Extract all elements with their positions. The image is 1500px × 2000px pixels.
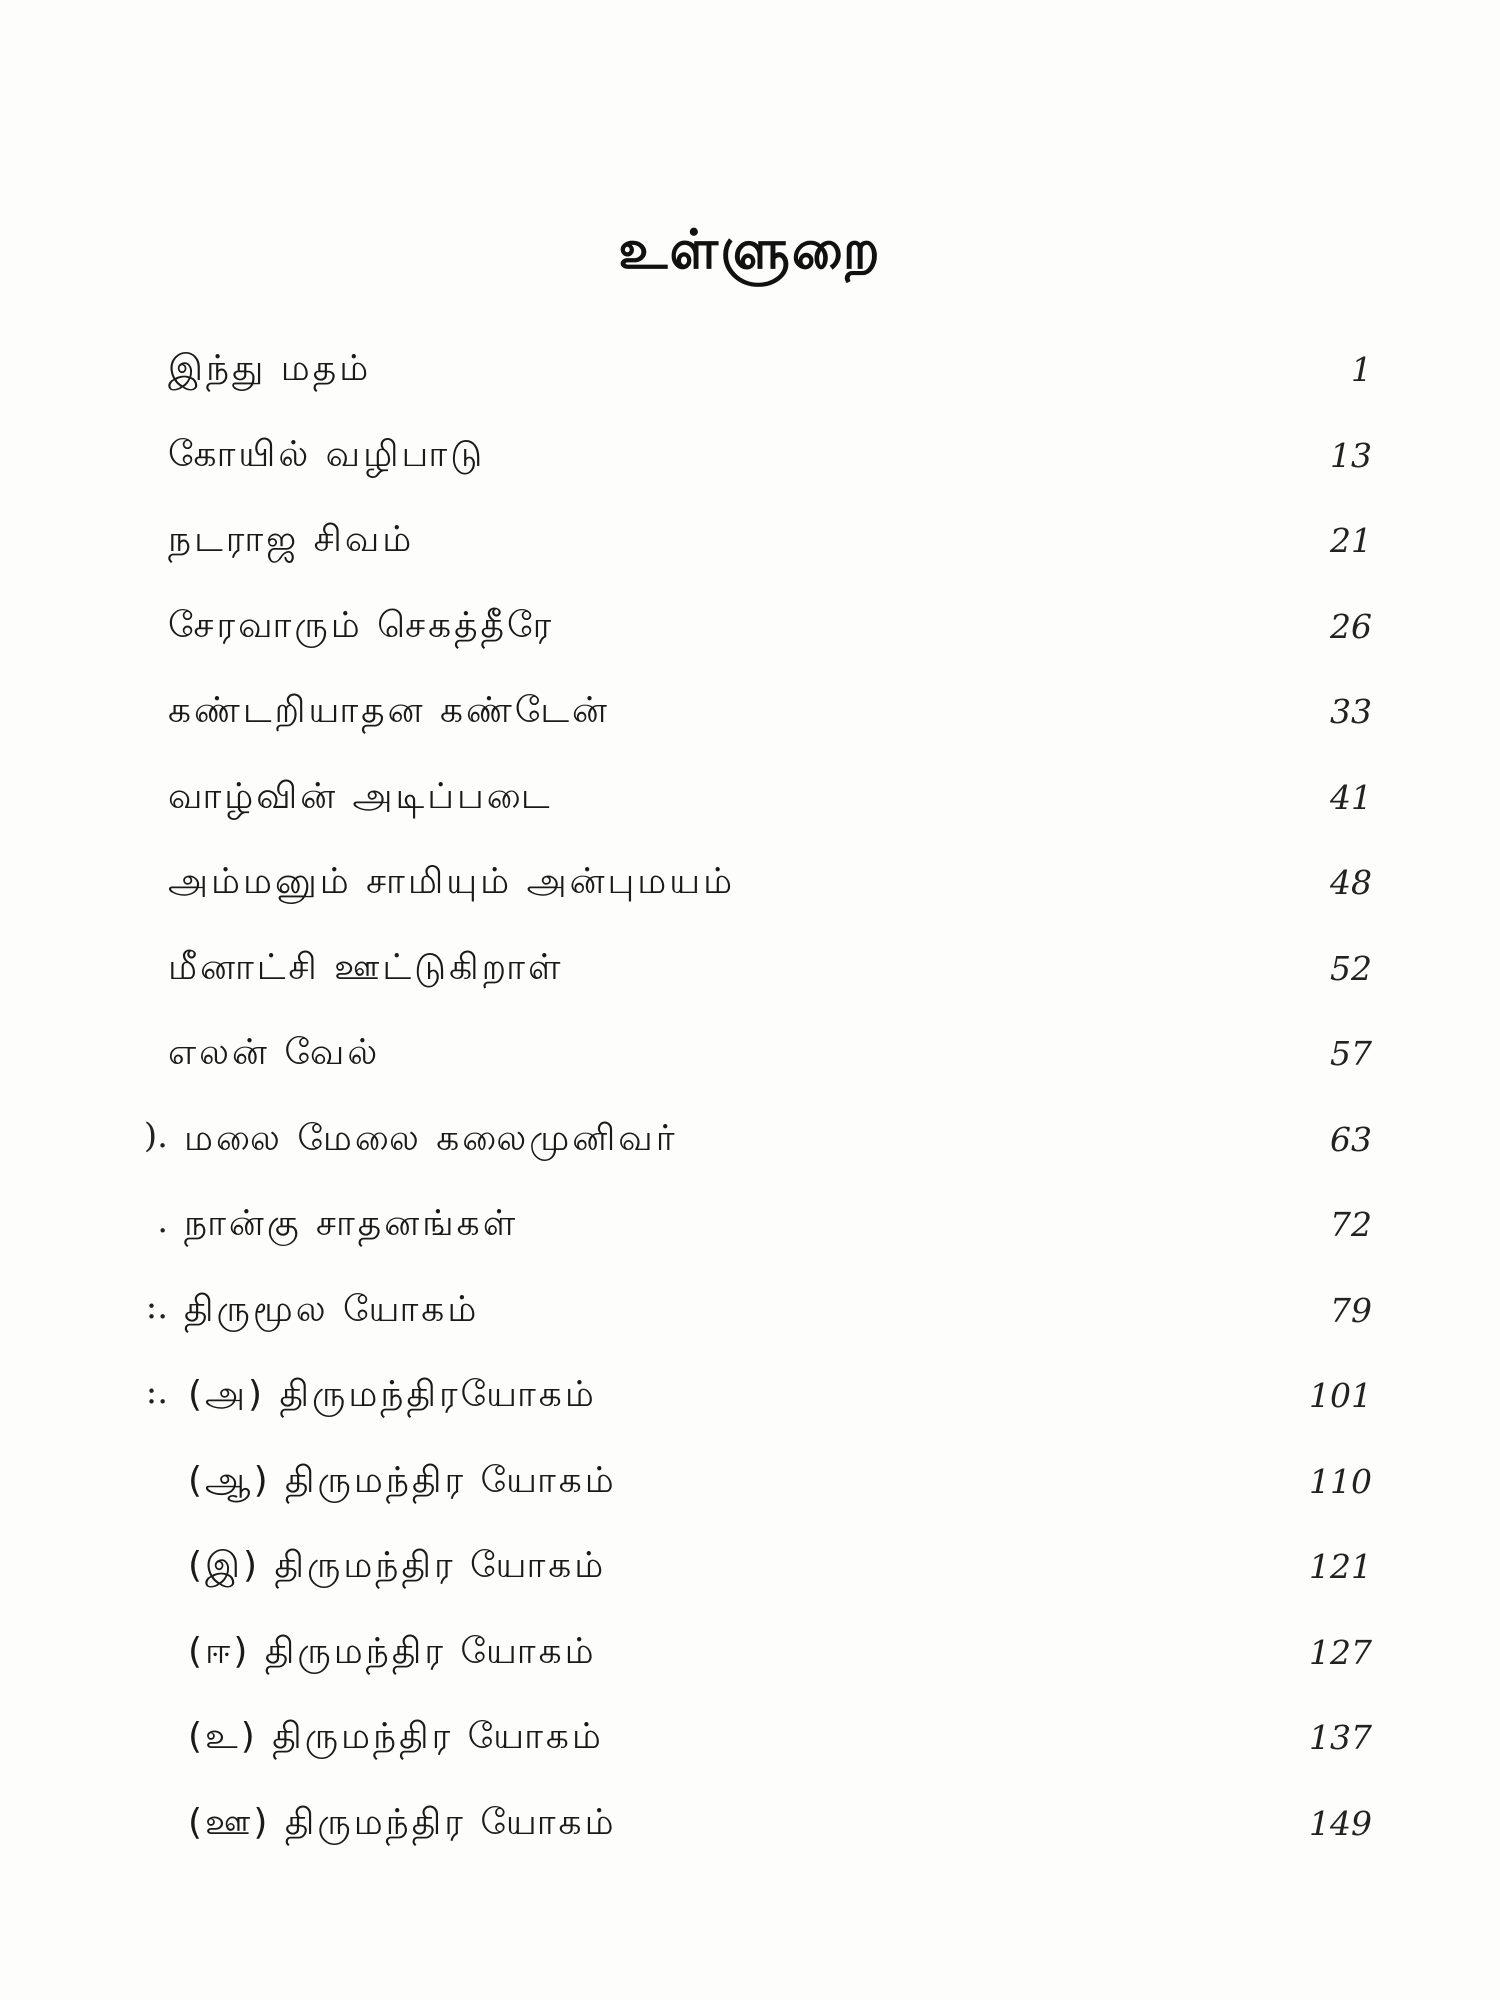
entry-number: :.	[145, 1372, 168, 1412]
entry-page-number: 1	[1351, 350, 1372, 389]
entry-number: :.	[145, 1286, 168, 1327]
entry-page-number: 33	[1330, 692, 1372, 731]
entry-page-number: 72	[1330, 1205, 1372, 1244]
entry-page-number: 63	[1330, 1119, 1372, 1159]
entry-title: இந்து மதம்	[168, 348, 372, 389]
toc-entry	[0, 426, 1500, 512]
entry-page-number: 21	[1330, 521, 1372, 560]
entry-page-number: 13	[1330, 435, 1372, 475]
table-of-contents	[0, 340, 1500, 1879]
toc-entry	[0, 1024, 1500, 1110]
entry-page-number: 101	[1309, 1376, 1372, 1415]
entry-title: நான்கு சாதனங்கள்	[184, 1203, 519, 1244]
entry-number: ).	[143, 1115, 168, 1156]
entry-page-number: 57	[1330, 1034, 1372, 1073]
toc-entry	[0, 1794, 1500, 1880]
toc-entry	[0, 1537, 1500, 1623]
toc-entry	[0, 1452, 1500, 1538]
entry-title: (இ) திருமந்திர யோகம்	[188, 1545, 607, 1586]
entry-page-number: 121	[1309, 1547, 1372, 1586]
entry-title: திருமூல யோகம்	[184, 1288, 480, 1330]
entry-title: மலை மேலை கலைமுனிவர்	[184, 1117, 678, 1159]
entry-title: வாழ்வின் அடிப்படை	[168, 775, 553, 817]
entry-number: .	[157, 1201, 168, 1241]
entry-page-number: 149	[1309, 1803, 1372, 1843]
entry-title: (உ) திருமந்திர யோகம்	[188, 1716, 604, 1757]
entry-title: (ஊ) திருமந்திர யோகம்	[188, 1801, 617, 1843]
entry-title: சேரவாரும் செகத்தீரே	[168, 604, 555, 646]
toc-entry	[0, 1195, 1500, 1281]
entry-title: கோயில் வழிபாடு	[168, 433, 486, 475]
entry-title: (ஆ) திருமந்திர யோகம்	[188, 1459, 617, 1501]
entry-page-number: 110	[1309, 1461, 1372, 1501]
entry-page-number: 137	[1309, 1718, 1372, 1757]
toc-entry	[0, 1623, 1500, 1709]
page-title: உள்ளுறை	[618, 218, 882, 281]
entry-page-number: 79	[1330, 1290, 1372, 1330]
entry-page-number: 26	[1330, 606, 1372, 646]
entry-title: எலன் வேல்	[168, 1032, 381, 1073]
entry-page-number: 48	[1330, 863, 1372, 902]
toc-entry	[0, 1708, 1500, 1794]
entry-title: (ஈ) திருமந்திர யோகம்	[188, 1630, 597, 1672]
entry-page-number: 127	[1309, 1632, 1372, 1672]
toc-entry	[0, 597, 1500, 683]
toc-entry	[0, 853, 1500, 939]
toc-entry	[0, 768, 1500, 854]
entry-title: கண்டறியாதன கண்டேன்	[168, 690, 610, 731]
entry-title: நடராஜ சிவம்	[168, 519, 415, 560]
entry-page-number: 52	[1330, 948, 1372, 988]
toc-entry	[0, 1110, 1500, 1196]
entry-title: அம்மனும் சாமியும் அன்புமயம்	[168, 861, 736, 902]
toc-entry	[0, 340, 1500, 426]
toc-entry	[0, 1281, 1500, 1367]
entry-title: (அ) திருமந்திரயோகம்	[188, 1374, 597, 1415]
entry-title: மீனாட்சி ஊட்டுகிறாள்	[168, 946, 564, 988]
toc-entry	[0, 1366, 1500, 1452]
toc-entry	[0, 511, 1500, 597]
entry-page-number: 41	[1330, 777, 1372, 817]
toc-entry	[0, 682, 1500, 768]
toc-entry	[0, 939, 1500, 1025]
